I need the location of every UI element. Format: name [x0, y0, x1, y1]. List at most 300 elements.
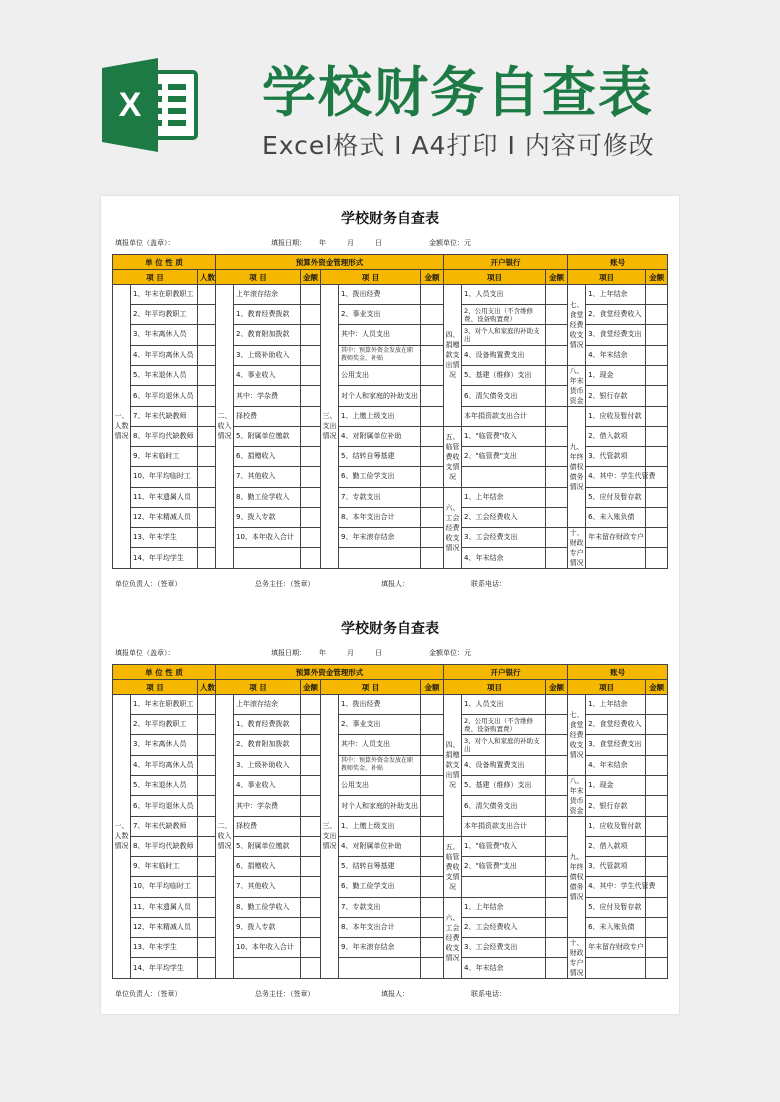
col-header-amount3: 金额	[421, 680, 444, 695]
phone-label: 联系电话：	[471, 580, 506, 588]
canteen-amount-cell[interactable]	[646, 426, 668, 446]
fund-amount-cell[interactable]	[546, 836, 568, 856]
expense-item: 8、本年支出合计	[339, 507, 421, 527]
income-item: 4、事业收入	[234, 365, 301, 386]
staff-count-cell[interactable]	[198, 285, 216, 305]
staff-item: 13、年末学生	[131, 527, 198, 548]
col-header-count: 人数	[198, 270, 216, 285]
col-header-amount: 金额	[301, 270, 321, 285]
category-debt: 九、年终债权债务情况	[568, 816, 586, 937]
income-amount-cell[interactable]	[301, 507, 321, 527]
staff-item: 12、年末精减人员	[131, 507, 198, 527]
expense-amount-cell[interactable]	[421, 365, 444, 386]
staff-count-cell[interactable]	[198, 735, 216, 755]
canteen-amount-cell[interactable]	[646, 695, 668, 715]
expense-item: 对个人和家庭的补助支出	[339, 796, 421, 817]
canteen-amount-cell[interactable]	[646, 285, 668, 305]
income-item: 9、拨入专款	[234, 917, 301, 937]
day-label: 日	[375, 239, 382, 247]
income-amount-cell[interactable]	[301, 386, 321, 407]
fund-amount-cell[interactable]	[546, 917, 568, 937]
expense-amount-cell[interactable]	[421, 406, 444, 426]
canteen-amount-cell[interactable]	[646, 937, 668, 958]
canteen-item: 1、现金	[586, 365, 646, 386]
canteen-item	[586, 548, 646, 569]
month-label: 月	[347, 239, 354, 247]
income-amount-cell[interactable]	[301, 285, 321, 305]
expense-item: 4、对附属单位补助	[339, 836, 421, 856]
income-item: 10、本年收入合计	[234, 937, 301, 958]
fund-item: 4、年末结余	[462, 548, 546, 569]
account-header: 账号	[568, 255, 668, 270]
canteen-item: 2、借入款项	[586, 836, 646, 856]
income-amount-cell[interactable]	[301, 755, 321, 775]
fund-amount-cell[interactable]	[546, 937, 568, 958]
expense-amount-cell[interactable]	[421, 775, 444, 796]
income-amount-cell[interactable]	[301, 735, 321, 755]
chief-signature-label: 总务主任：（签章）	[255, 580, 315, 588]
canteen-item: 4、其中：学生代管费	[586, 467, 646, 487]
fund-amount-cell[interactable]	[546, 426, 568, 446]
canteen-amount-cell[interactable]	[646, 325, 668, 345]
expense-item: 7、专款支出	[339, 897, 421, 917]
form-title: 学校财务自查表	[341, 211, 439, 227]
canteen-amount-cell[interactable]	[646, 796, 668, 817]
income-amount-cell[interactable]	[301, 447, 321, 467]
phone-label: 联系电话：	[471, 990, 506, 998]
income-item: 3、上级补助收入	[234, 755, 301, 775]
form-title: 学校财务自查表	[341, 621, 439, 637]
canteen-amount-cell[interactable]	[646, 507, 668, 527]
staff-item: 5、年末退休人员	[131, 365, 198, 386]
income-amount-cell[interactable]	[301, 548, 321, 569]
staff-count-cell[interactable]	[198, 447, 216, 467]
col-header-amount3: 金额	[421, 270, 444, 285]
expense-amount-cell[interactable]	[421, 345, 444, 365]
table-row	[113, 365, 668, 386]
income-item: 1、教育经费拨款	[234, 305, 301, 325]
staff-item: 5、年末退休人员	[131, 775, 198, 796]
category-expense: 三、支出情况	[321, 285, 339, 569]
canteen-item: 3、代管款项	[586, 857, 646, 877]
fund-amount-cell[interactable]	[546, 406, 568, 426]
category-cash: 八、年末货币资金	[569, 776, 584, 815]
expense-amount-cell[interactable]	[421, 897, 444, 917]
canteen-amount-cell[interactable]	[646, 447, 668, 467]
income-amount-cell[interactable]	[301, 897, 321, 917]
signature-row	[115, 579, 675, 591]
staff-count-cell[interactable]	[198, 426, 216, 446]
chief-signature-label: 总务主任：（签章）	[255, 990, 315, 998]
fund-item: 6、清欠债务支出	[462, 386, 546, 407]
canteen-item: 5、应付及暂存款	[586, 897, 646, 917]
category-expense: 三、支出情况	[321, 695, 339, 979]
canteen-amount-cell[interactable]	[646, 735, 668, 755]
canteen-item: 4、年末结余	[586, 755, 646, 775]
canteen-amount-cell[interactable]	[646, 305, 668, 325]
income-item: 3、上级补助收入	[234, 345, 301, 365]
expense-item	[339, 548, 421, 569]
form-sheet	[101, 196, 679, 1014]
fund-amount-cell[interactable]	[546, 345, 568, 365]
fund-amount-cell[interactable]	[546, 386, 568, 407]
expense-item: 4、对附属单位补助	[339, 426, 421, 446]
col-header-amount: 金额	[301, 680, 321, 695]
canteen-amount-cell[interactable]	[646, 897, 668, 917]
income-amount-cell[interactable]	[301, 715, 321, 735]
expense-amount-cell[interactable]	[421, 755, 444, 775]
canteen-item: 2、借入款项	[586, 426, 646, 446]
expense-amount-cell[interactable]	[421, 447, 444, 467]
staff-item: 8、年平均代缺教师	[131, 836, 198, 856]
expense-amount-cell[interactable]	[421, 877, 444, 897]
fund-amount-cell[interactable]	[546, 305, 568, 325]
category-debt: 九、年终债权债务情况	[568, 406, 586, 527]
expense-item: 2、事业支出	[339, 715, 421, 735]
category-income: 二、收入情况	[216, 695, 234, 979]
staff-count-cell[interactable]	[198, 345, 216, 365]
income-item: 5、附属单位缴款	[234, 426, 301, 446]
canteen-item: 1、上年结余	[586, 695, 646, 715]
header-row-2	[113, 270, 668, 285]
fund-item	[462, 467, 546, 487]
header-row-2	[113, 680, 668, 695]
fund-amount-cell[interactable]	[546, 715, 568, 735]
staff-count-cell[interactable]	[198, 365, 216, 386]
expense-amount-cell[interactable]	[421, 285, 444, 305]
expense-amount-cell[interactable]	[421, 735, 444, 755]
income-amount-cell[interactable]	[301, 695, 321, 715]
month-label: 月	[347, 649, 354, 657]
canteen-item: 6、未入账负债	[586, 507, 646, 527]
canteen-item: 2、食堂经费收入	[586, 305, 646, 325]
expense-item: 1、上缴上级支出	[339, 406, 421, 426]
expense-amount-cell[interactable]	[421, 507, 444, 527]
category-canteen: 七、食堂经费收支情况	[568, 285, 586, 366]
canteen-item: 1、应收及暂付款	[586, 816, 646, 836]
fund-amount-cell[interactable]	[546, 735, 568, 755]
canteen-amount-cell[interactable]	[646, 365, 668, 386]
income-item: 其中：学杂费	[234, 386, 301, 407]
staff-count-cell[interactable]	[198, 836, 216, 856]
staff-count-cell[interactable]	[198, 325, 216, 345]
staff-count-cell[interactable]	[198, 958, 216, 979]
canteen-amount-cell[interactable]	[646, 548, 668, 569]
staff-count-cell[interactable]	[198, 527, 216, 548]
table-row	[113, 695, 668, 715]
income-item: 上年滚存结余	[234, 285, 301, 305]
table-row	[113, 816, 668, 836]
canteen-item: 1、应收及暂付款	[586, 406, 646, 426]
staff-count-cell[interactable]	[198, 897, 216, 917]
income-amount-cell[interactable]	[301, 305, 321, 325]
expense-item: 6、勤工俭学支出	[339, 877, 421, 897]
canteen-amount-cell[interactable]	[646, 386, 668, 407]
fund-item: 4、设备购置费支出	[462, 345, 546, 365]
canteen-amount-cell[interactable]	[646, 345, 668, 365]
expense-item: 2、事业支出	[339, 305, 421, 325]
expense-item: 公用支出	[339, 365, 421, 386]
canteen-amount-cell[interactable]	[646, 958, 668, 979]
expense-item: 公用支出	[339, 775, 421, 796]
income-amount-cell[interactable]	[301, 877, 321, 897]
fund-amount-cell[interactable]	[546, 467, 568, 487]
table-row	[113, 937, 668, 958]
fund-item: 1、"临管费"收入	[462, 836, 546, 856]
col-header-item5: 项目	[568, 270, 646, 285]
income-item	[234, 548, 301, 569]
expense-amount-cell[interactable]	[421, 836, 444, 856]
income-item: 8、勤工俭学收入	[234, 897, 301, 917]
expense-item: 5、结转自筹基建	[339, 447, 421, 467]
fund-amount-cell[interactable]	[546, 897, 568, 917]
expense-amount-cell[interactable]	[421, 467, 444, 487]
col-header-item3: 项 目	[321, 270, 421, 285]
income-amount-cell[interactable]	[301, 325, 321, 345]
fund-amount-cell[interactable]	[546, 487, 568, 507]
fund-amount-cell[interactable]	[546, 796, 568, 817]
col-header-amount4: 金额	[546, 680, 568, 695]
staff-item: 3、年末离休人员	[131, 735, 198, 755]
staff-count-cell[interactable]	[198, 917, 216, 937]
staff-count-cell[interactable]	[198, 487, 216, 507]
staff-count-cell[interactable]	[198, 775, 216, 796]
unit-label: 填报单位（盖章）：	[115, 239, 175, 247]
fund-item: 2、"临管费"支出	[462, 447, 546, 467]
canteen-amount-cell[interactable]	[646, 775, 668, 796]
income-amount-cell[interactable]	[301, 958, 321, 979]
fund-item: 本年捐资款支出合计	[462, 816, 546, 836]
expense-amount-cell[interactable]	[421, 325, 444, 345]
income-item: 1、教育经费拨款	[234, 715, 301, 735]
income-item: 6、捐赠收入	[234, 857, 301, 877]
category-income: 二、收入情况	[216, 285, 234, 569]
expense-item: 1、拨出经费	[339, 285, 421, 305]
staff-count-cell[interactable]	[198, 467, 216, 487]
staff-item: 2、年平均教职工	[131, 715, 198, 735]
col-header-item2: 项 目	[216, 680, 301, 695]
expense-amount-cell[interactable]	[421, 937, 444, 958]
col-header-amount5: 金额	[646, 680, 668, 695]
fund-item: 3、对个人和家庭的补助支出	[462, 735, 546, 755]
category-staff: 一、人数情况	[113, 695, 131, 979]
fund-amount-cell[interactable]	[546, 285, 568, 305]
staff-count-cell[interactable]	[198, 406, 216, 426]
col-header-item2: 项 目	[216, 270, 301, 285]
income-item: 10、本年收入合计	[234, 527, 301, 548]
fund-item: 4、设备购置费支出	[462, 755, 546, 775]
income-item: 上年滚存结余	[234, 695, 301, 715]
expense-amount-cell[interactable]	[421, 527, 444, 548]
income-item: 2、教育附加拨款	[234, 735, 301, 755]
staff-count-cell[interactable]	[198, 386, 216, 407]
staff-count-cell[interactable]	[198, 937, 216, 958]
staff-count-cell[interactable]	[198, 877, 216, 897]
category-donation: 四、捐赠款支出情况	[444, 285, 462, 427]
canteen-amount-cell[interactable]	[646, 487, 668, 507]
canteen-amount-cell[interactable]	[646, 836, 668, 856]
income-amount-cell[interactable]	[301, 796, 321, 817]
staff-count-cell[interactable]	[198, 715, 216, 735]
staff-count-cell[interactable]	[198, 548, 216, 569]
canteen-item: 4、其中：学生代管费	[586, 877, 646, 897]
category-donation: 四、捐赠款支出情况	[444, 695, 462, 837]
category-cash: 八、年末货币资金	[569, 366, 584, 405]
table-row	[113, 406, 668, 426]
staff-count-cell[interactable]	[198, 695, 216, 715]
canteen-item: 3、食堂经费支出	[586, 325, 646, 345]
income-item: 9、拨入专款	[234, 507, 301, 527]
col-header-count: 人数	[198, 680, 216, 695]
staff-item: 14、年平均学生	[131, 548, 198, 569]
expense-item: 其中：预算外资金发放在职教师奖金、补贴	[339, 755, 421, 775]
staff-count-cell[interactable]	[198, 755, 216, 775]
staff-item: 9、年末临时工	[131, 447, 198, 467]
expense-amount-cell[interactable]	[421, 715, 444, 735]
income-amount-cell[interactable]	[301, 365, 321, 386]
fund-amount-cell[interactable]	[546, 325, 568, 345]
filler-label: 填报人：	[381, 990, 409, 998]
income-amount-cell[interactable]	[301, 937, 321, 958]
fund-amount-cell[interactable]	[546, 507, 568, 527]
head-signature-label: 单位负责人：（签章）	[115, 580, 182, 588]
category-union: 六、工会经费收支情况	[444, 897, 462, 978]
fund-item: 1、人员支出	[462, 695, 546, 715]
fund-amount-cell[interactable]	[546, 527, 568, 548]
staff-item: 12、年末精减人员	[131, 917, 198, 937]
fund-item: 2、公用支出（不含维修费、设备购置费）	[462, 305, 546, 325]
income-amount-cell[interactable]	[301, 527, 321, 548]
income-amount-cell[interactable]	[301, 816, 321, 836]
income-amount-cell[interactable]	[301, 406, 321, 426]
svg-text:X: X	[118, 86, 142, 124]
income-item: 8、勤工俭学收入	[234, 487, 301, 507]
fund-item: 5、基建（维修）支出	[462, 365, 546, 386]
expense-amount-cell[interactable]	[421, 917, 444, 937]
expense-amount-cell[interactable]	[421, 695, 444, 715]
canteen-item: 年末留存财政专户	[586, 527, 646, 548]
expense-item: 其中：人员支出	[339, 325, 421, 345]
canteen-amount-cell[interactable]	[646, 917, 668, 937]
fund-amount-cell[interactable]	[546, 447, 568, 467]
staff-item: 13、年末学生	[131, 937, 198, 958]
fund-amount-cell[interactable]	[546, 816, 568, 836]
canteen-amount-cell[interactable]	[646, 527, 668, 548]
income-item: 2、教育附加拨款	[234, 325, 301, 345]
year-label: 年	[319, 649, 326, 657]
expense-amount-cell[interactable]	[421, 487, 444, 507]
staff-count-cell[interactable]	[198, 796, 216, 817]
staff-item: 6、年平均退休人员	[131, 386, 198, 407]
fund-item: 5、基建（维修）支出	[462, 775, 546, 796]
canteen-amount-cell[interactable]	[646, 755, 668, 775]
canteen-amount-cell[interactable]	[646, 857, 668, 877]
staff-item: 11、年末遗属人员	[131, 897, 198, 917]
header-row-1	[113, 255, 668, 270]
staff-item: 4、年平均离休人员	[131, 345, 198, 365]
canteen-item	[586, 958, 646, 979]
canteen-item: 年末留存财政专户	[586, 937, 646, 958]
staff-count-cell[interactable]	[198, 507, 216, 527]
fund-item: 3、工会经费支出	[462, 937, 546, 958]
expense-amount-cell[interactable]	[421, 548, 444, 569]
canteen-amount-cell[interactable]	[646, 715, 668, 735]
fund-amount-cell[interactable]	[546, 877, 568, 897]
table-row	[113, 527, 668, 548]
filler-label: 填报人：	[381, 580, 409, 588]
fund-amount-cell[interactable]	[546, 857, 568, 877]
unit-label: 填报单位（盖章）：	[115, 649, 175, 657]
fund-item: 1、"临管费"收入	[462, 426, 546, 446]
fund-amount-cell[interactable]	[546, 548, 568, 569]
col-header-item4: 项目	[444, 270, 546, 285]
expense-amount-cell[interactable]	[421, 958, 444, 979]
canteen-item: 3、食堂经费支出	[586, 735, 646, 755]
income-amount-cell[interactable]	[301, 487, 321, 507]
fund-item: 2、公用支出（不含维修费、设备购置费）	[462, 715, 546, 735]
canteen-amount-cell[interactable]	[646, 816, 668, 836]
expense-item: 5、结转自筹基建	[339, 857, 421, 877]
income-amount-cell[interactable]	[301, 467, 321, 487]
hero-subtitle: Excel格式 I A4打印 I 内容可修改	[262, 131, 655, 160]
fund-amount-cell[interactable]	[546, 775, 568, 796]
fund-amount-cell[interactable]	[546, 365, 568, 386]
hero-banner	[0, 0, 780, 190]
col-header-amount4: 金额	[546, 270, 568, 285]
expense-amount-cell[interactable]	[421, 426, 444, 446]
expense-item: 8、本年支出合计	[339, 917, 421, 937]
fund-item: 4、年末结余	[462, 958, 546, 979]
income-amount-cell[interactable]	[301, 775, 321, 796]
expense-item: 9、年末滚存结余	[339, 527, 421, 548]
amount-unit-label: 金额单位：元	[429, 649, 471, 657]
fund-amount-cell[interactable]	[546, 958, 568, 979]
expense-amount-cell[interactable]	[421, 816, 444, 836]
excel-icon	[100, 58, 200, 152]
income-item: 7、其他收入	[234, 877, 301, 897]
expense-amount-cell[interactable]	[421, 386, 444, 407]
income-amount-cell[interactable]	[301, 426, 321, 446]
expense-amount-cell[interactable]	[421, 305, 444, 325]
income-amount-cell[interactable]	[301, 836, 321, 856]
income-amount-cell[interactable]	[301, 345, 321, 365]
staff-item: 1、年末在职教职工	[131, 695, 198, 715]
fund-item: 2、工会经费收入	[462, 917, 546, 937]
bank-header: 开户银行	[444, 665, 568, 680]
income-item: 其中：学杂费	[234, 796, 301, 817]
staff-count-cell[interactable]	[198, 857, 216, 877]
fund-item: 1、上年结余	[462, 897, 546, 917]
extra-budget-header: 预算外资金管理形式	[216, 255, 444, 270]
expense-amount-cell[interactable]	[421, 796, 444, 817]
fund-amount-cell[interactable]	[546, 755, 568, 775]
category-temp-fee: 五、临管费收支情况	[444, 836, 462, 897]
form-meta-row	[115, 238, 675, 250]
col-header-item: 项 目	[113, 270, 198, 285]
expense-amount-cell[interactable]	[421, 857, 444, 877]
canteen-amount-cell[interactable]	[646, 406, 668, 426]
col-header-item3: 项 目	[321, 680, 421, 695]
staff-count-cell[interactable]	[198, 305, 216, 325]
income-amount-cell[interactable]	[301, 917, 321, 937]
staff-item: 7、年末代缺教师	[131, 406, 198, 426]
day-label: 日	[375, 649, 382, 657]
date-label: 填报日期：	[271, 649, 306, 657]
income-amount-cell[interactable]	[301, 857, 321, 877]
expense-item: 其中：预算外资金发放在职教师奖金、补贴	[339, 345, 421, 365]
fund-amount-cell[interactable]	[546, 695, 568, 715]
staff-count-cell[interactable]	[198, 816, 216, 836]
